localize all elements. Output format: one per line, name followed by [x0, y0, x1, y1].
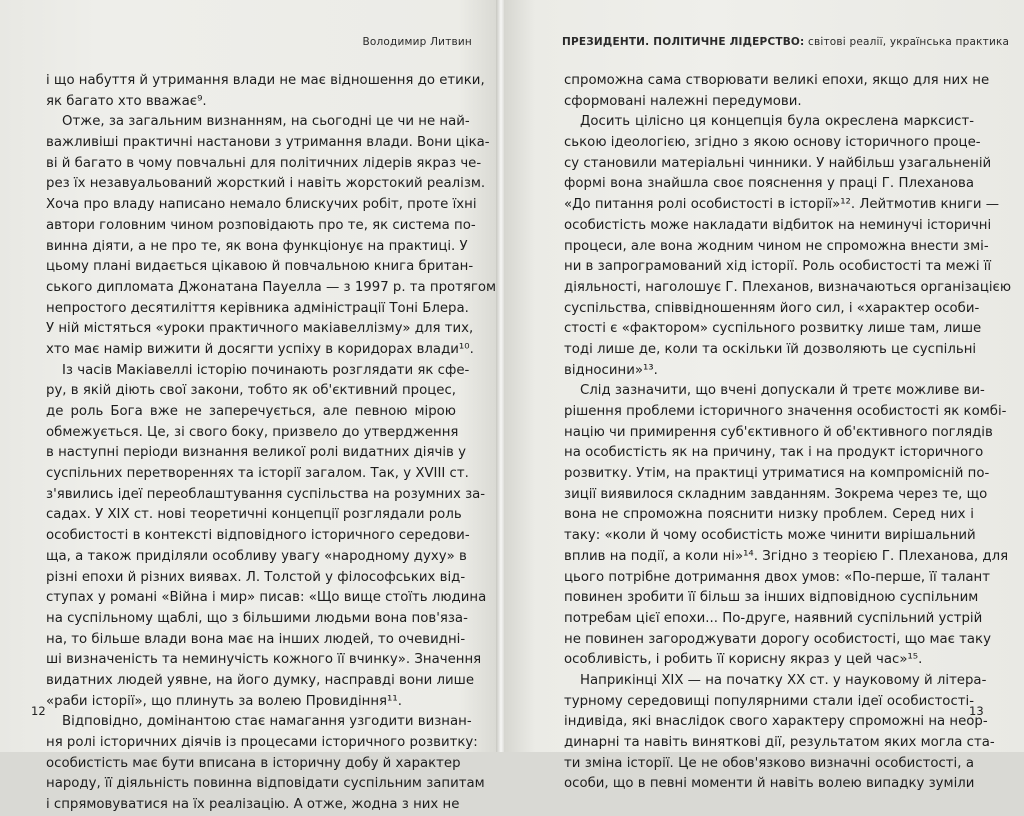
- text-line: суспільства, співвідношенням його сил, і «характер особи-: [564, 300, 980, 316]
- text-line: Відповідно, домінантою стає намагання узгодити визнан-: [62, 714, 472, 730]
- text-line: ру, в якій діють свої закони, тобто як об'єктивний процес,: [46, 383, 456, 399]
- text-line: вплив на події, а коли ні»¹⁴. Згідно з теорією Г. Плеханова, для: [564, 548, 1009, 564]
- text-line: важливіші практичні настанови з утримання влади. Вони ціка-: [46, 135, 490, 151]
- left-page-body: [46, 71, 497, 816]
- text-line: винна діяти, а не про те, як вона функціонує на практиці. У: [46, 238, 468, 254]
- text-line: розвитку. Утім, на практиці утриматися на компромісній по-: [564, 466, 990, 482]
- text-line: таку: «коли й чому особистість може чинити вирішальний: [564, 528, 976, 544]
- text-line: Наприкінці XIX — на початку XX ст. у науковому й літера-: [580, 672, 987, 688]
- right-page: [504, 0, 1024, 792]
- text-line: динарні та навіть виняткові дії, результатом яких могла ста-: [564, 735, 995, 750]
- text-line: садах. У XIX ст. нові теоретичні концепції розглядали роль: [46, 507, 462, 523]
- text-line: ни в запрограмований хід історії. Роль особистості та межі її: [564, 259, 992, 275]
- text-line: «До питання ролі особистості в історії»¹². Лейтмотив книги —: [564, 197, 1000, 213]
- text-line: сформовані належні передумови.: [564, 93, 802, 109]
- text-line: обмежується. Це, зі свого боку, призвело до утвердження: [46, 424, 459, 440]
- text-line: ською ідеологією, згідно з якою основу історичного проце-: [564, 135, 981, 151]
- text-line: суспільних перетвореннях та історії загалом. Так, у XVIII ст.: [46, 466, 469, 482]
- text-line: Досить цілісно ця концепція була окреслена марксист-: [580, 114, 974, 130]
- text-line: націю чи примирення суб'єктивного й об'єктивного поглядів: [564, 424, 993, 440]
- text-line: особистість може накладати відбиток на неминучі історичні: [564, 217, 992, 233]
- running-head-title-sub: світові реалії, українська практика: [804, 36, 1010, 48]
- text-line: автори головним чином розповідають про те, як система по-: [46, 217, 476, 233]
- text-line: народу, її діяльність повинна відповідати суспільним запитам: [46, 776, 485, 792]
- page-number-left: 12: [31, 704, 46, 718]
- text-line: повинен зробити її більш за інших відповідною суспільним: [564, 590, 979, 606]
- left-page: [0, 0, 498, 813]
- text-line: на особистість як на причину, так і на продукт історичного: [564, 445, 984, 461]
- text-line: стості є «фактором» суспільного розвитку лише там, лише: [564, 321, 982, 337]
- page-number-right: 13: [969, 704, 984, 718]
- text-line: Отже, за загальним визнанням, на сьогодні це чи не най-: [62, 114, 470, 130]
- text-line: ти зміна історії. Це не обов'язково визначні особистості, а: [564, 755, 974, 771]
- text-line: ня ролі історичних діячів із процесами історичного розвитку:: [46, 735, 478, 750]
- text-line: як багато хто вважає⁹.: [46, 93, 207, 109]
- text-line: індивіда, які внаслідок свого характеру спроможні на неор-: [564, 714, 988, 730]
- text-line: з'явились ідеї переоблаштування суспільства на розумних за-: [46, 486, 486, 502]
- text-line: Хоча про владу написано немало блискучих робіт, проте їхні: [46, 197, 477, 213]
- text-line: і що набуття й утримання влади не має відношення до етики,: [46, 73, 485, 88]
- running-head-author: Володимир Литвин: [362, 36, 472, 48]
- text-line: в наступні періоди визнання великої ролі видатних діячів у: [46, 445, 466, 461]
- text-line: Із часів Макіавеллі історію починають розглядати як сфе-: [62, 362, 470, 378]
- running-head-title-main: ПРЕЗИДЕНТИ. ПОЛІТИЧНЕ ЛІДЕРСТВО:: [562, 36, 805, 48]
- text-line: особистості в контексті відповідного історичного середови-: [46, 528, 470, 544]
- text-line: потребам цієї епохи... По-друге, наявний суспільний устрій: [564, 610, 983, 626]
- text-line: особи, що в певні моменти й навіть волею випадку зуміли: [564, 776, 975, 792]
- text-line: ві й багато в чому повчальні для політичних лідерів якраз че-: [46, 155, 482, 171]
- text-line: рішення проблеми історичного значення особистості як комбі-: [564, 404, 1007, 419]
- text-line: діяльності, наголошує Г. Плеханов, визначаються організацією: [564, 279, 1012, 295]
- text-line: формі вона знайшла своє пояснення у праці Г. Плеханова: [564, 176, 974, 192]
- text-line: процеси, але вона жодним чином не спроможна внести змі-: [564, 238, 989, 254]
- text-line: видатних людей уявне, на його думку, насправді вони лише: [46, 672, 475, 688]
- text-line: де роль Бога вже не заперечується, але певною мірою: [46, 404, 456, 419]
- text-line: спроможна сама створювати великі епохи, якщо для них не: [564, 73, 990, 88]
- text-line: особистість має бути вписана в історичну добу й характер: [46, 755, 461, 771]
- text-line: вона не спроможна пояснити низку проблем. Серед них і: [564, 507, 974, 523]
- text-line: ші визначеність та неминучість кожного її вчинку». Значення: [46, 652, 482, 668]
- text-line: не повинен загороджувати дорогу особистості, що має таку: [564, 631, 991, 647]
- text-line: відносини»¹³.: [564, 362, 658, 378]
- text-line: особливість, і робить її корисну якраз у цей час»¹⁵.: [564, 652, 923, 668]
- right-page-body: [564, 71, 1012, 795]
- text-line: ща, а також приділяли особливу увагу «народному духу» в: [46, 548, 467, 564]
- text-line: су становили матеріальні чинники. У найбільш узагальненій: [564, 155, 992, 171]
- text-line: цьому плані видається цікавою й повчальною книга британ-: [46, 259, 474, 275]
- text-line: непростого десятиліття керівника адміністрації Тоні Блера.: [46, 300, 469, 316]
- text-line: «раби історії», що плинуть за волею Провидіння¹¹.: [46, 693, 402, 709]
- text-line: турному середовищі популярними стали ідеї особистості-: [564, 693, 974, 709]
- text-line: У ній містяться «уроки практичного макіавеллізму» для тих,: [46, 321, 474, 337]
- text-line: зиції виявилося складним завданням. Зокрема через те, що: [564, 486, 988, 502]
- text-line: на, то більше влади вона має на інших людей, то очевидні-: [46, 631, 466, 647]
- text-line: Слід зазначити, що вчені допускали й третє можливе ви-: [580, 383, 985, 399]
- text-line: рез їх незавуальований жорсткий і навіть жорстокий реалізм.: [46, 176, 486, 192]
- text-line: тоді лише де, коли та оскільки їй дозволяють це суспільні: [564, 341, 977, 357]
- text-line: різні епохи й різних виявах. Л. Толстой у філософських від-: [46, 569, 466, 585]
- text-line: і спрямовуватися на їх реалізацію. А отже, жодна з них не: [46, 797, 460, 813]
- text-line: ступах у романі «Війна і мир» писав: «Що вище стоїть людина: [46, 590, 487, 606]
- text-line: хто має намір вижити й досягти успіху в коридорах влади¹⁰.: [46, 341, 474, 357]
- running-head-title: [562, 36, 1009, 48]
- text-line: ського дипломата Джонатана Пауелла — з 1997 р. та протягом: [46, 279, 497, 295]
- text-line: на суспільному щаблі, що з більшими людьми вона пов'яза-: [46, 610, 468, 626]
- text-line: цього потрібне дотримання двох умов: «По-перше, її талант: [564, 569, 990, 585]
